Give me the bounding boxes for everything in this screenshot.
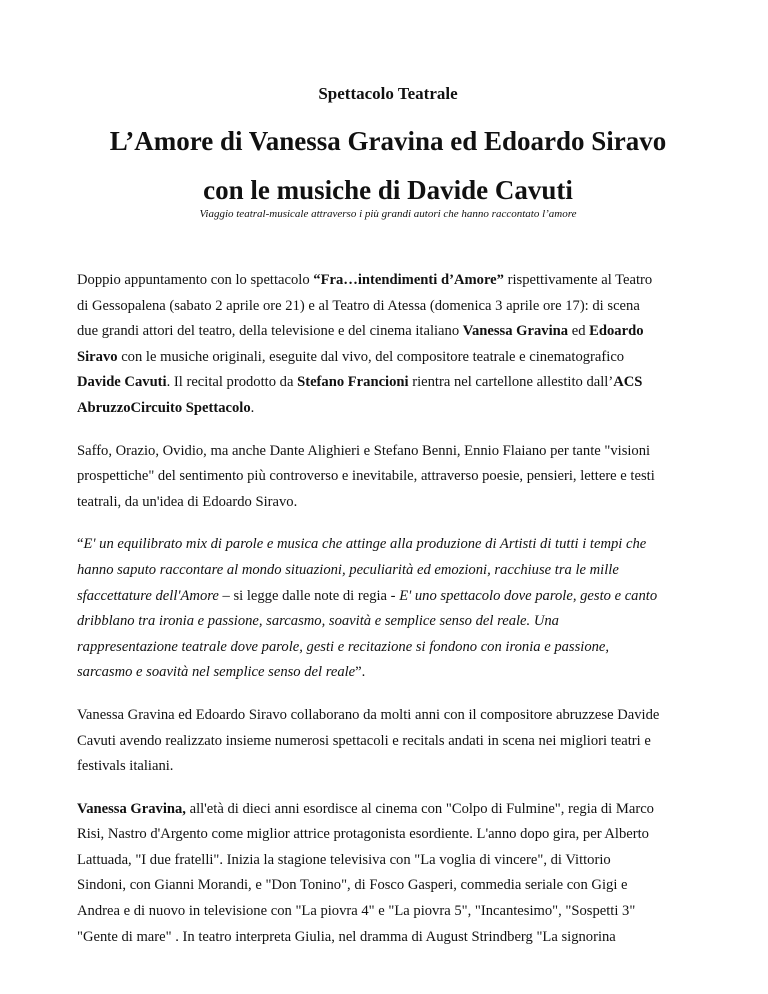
- text-line: [77, 464, 699, 490]
- text-run: .: [250, 399, 255, 416]
- text-run: teatrali, da un'idea di Edoardo Siravo.: [77, 493, 298, 510]
- text-run: ”.: [355, 664, 366, 681]
- text-run: Sindoni, con Gianni Morandi, e "Don Tonino", di Fosco Gasperi, commedia seriale con Gigi e: [77, 877, 628, 894]
- text-run: ed: [568, 323, 590, 340]
- bold-text: Siravo: [77, 348, 118, 365]
- italic-text: E' un equilibrato mix di parole e musica che attinge alla produzione di Artisti di tutti i tempi che: [83, 536, 647, 553]
- title-line: con le musiche di Davide Cavuti: [203, 175, 573, 205]
- document-kicker: Spettacolo Teatrale: [318, 84, 458, 103]
- text-run: “: [77, 536, 84, 553]
- text-line: [77, 873, 699, 899]
- text-run: prospettiche" del sentimento più controverso e inevitabile, attraverso poesie, pensieri, lettere e testi: [77, 468, 655, 485]
- italic-text: hanno saputo raccontare al mondo situazioni, peculiarità ed emozioni, racchiuse tra le mille: [77, 561, 619, 578]
- paragraph-intro: [77, 268, 699, 422]
- text-run: con le musiche originali, eseguite dal vivo, del compositore teatrale e cinematografico: [117, 348, 625, 365]
- bold-text: Edoardo: [589, 323, 644, 340]
- text-run: Doppio appuntamento con lo spettacolo: [77, 272, 314, 288]
- text-line: [77, 848, 699, 874]
- bold-text: Davide Cavuti: [77, 374, 167, 391]
- text-line: [77, 609, 699, 635]
- italic-text: dribblano tra ironia e passione, sarcasmo, soavità e semplice senso del reale. Una: [77, 613, 559, 630]
- text-line: [77, 797, 699, 823]
- text-line: [77, 635, 699, 661]
- text-line: [77, 660, 699, 686]
- document-title: [57, 117, 719, 215]
- text-run: festivals italiani.: [77, 758, 174, 775]
- text-line: [77, 294, 699, 320]
- text-line: [77, 822, 699, 848]
- text-line: [77, 899, 699, 925]
- text-run: Vanessa Gravina ed Edoardo Siravo collaborano da molti anni con il compositore abruzzese Davide: [77, 706, 660, 723]
- italic-text: sfaccettature dell'Amore: [77, 587, 219, 604]
- text-run: . Il recital prodotto da: [166, 374, 298, 391]
- text-run: Risi, Nastro d'Argento come miglior attrice protagonista esordiente. L'anno dopo gira, per Alberto: [77, 826, 649, 843]
- document-subtitle: Viaggio teatral-musicale attraverso i più grandi autori che hanno raccontato l’amore: [199, 208, 577, 220]
- text-line: [77, 319, 699, 345]
- text-run: Andrea e di nuovo in televisione con "La piovra 4" e "La piovra 5", "Incantesimo", "Sospetti 3": [77, 903, 636, 920]
- paragraph-gravina-bio: [77, 797, 699, 951]
- text-line: [77, 584, 699, 610]
- text-run: due grandi attori del teatro, della televisione e del cinema italiano: [77, 323, 463, 340]
- text-line: [77, 345, 699, 371]
- text-line: [77, 439, 699, 465]
- text-line: [77, 558, 699, 584]
- text-line: [77, 754, 699, 780]
- bold-text: AbruzzoCircuito Spettacolo: [77, 399, 251, 416]
- bold-text: Vanessa Gravina: [462, 323, 569, 340]
- text-line: [77, 925, 699, 951]
- article-body: [77, 268, 699, 967]
- paragraph-collab: [77, 703, 699, 780]
- bold-text: ACS: [613, 374, 643, 391]
- text-line: [77, 268, 699, 294]
- italic-text: sarcasmo e soavità nel semplice senso del reale: [77, 664, 356, 681]
- text-run: all'età di dieci anni esordisce al cinema con "Colpo di Fulmine", regia di Marco: [185, 800, 654, 817]
- italic-text: rappresentazione teatrale dove parole, gesti e recitazione si fondono con ironia e passione,: [77, 638, 610, 655]
- text-run: Lattuada, "I due fratelli". Inizia la stagione televisiva con "La voglia di vincere", di Vittorio: [77, 851, 611, 868]
- text-line: [77, 703, 699, 729]
- text-run: Cavuti avendo realizzato insieme numerosi spettacoli e recitals andati in scena nei migliori teatri e: [77, 732, 651, 749]
- bold-text: “Fra…intendimenti d’Amore”: [313, 272, 504, 288]
- text-line: [77, 396, 699, 422]
- text-run: rientra nel cartellone allestito dall’: [408, 374, 614, 391]
- text-run: – si legge dalle note di regia -: [218, 587, 400, 604]
- text-line: [77, 532, 699, 558]
- text-run: Saffo, Orazio, Ovidio, ma anche Dante Alighieri e Stefano Benni, Ennio Flaiano per tante "visioni: [77, 442, 651, 459]
- bold-text: Vanessa Gravina,: [77, 800, 186, 817]
- paragraph-authors: [77, 439, 699, 516]
- text-run: di Gessopalena (sabato 2 aprile ore 21) e al Teatro di Atessa (domenica 3 aprile ore 17): di scena: [77, 297, 640, 314]
- text-line: [77, 490, 699, 516]
- text-line: [77, 370, 699, 396]
- text-run: "Gente di mare" . In teatro interpreta Giulia, nel dramma di August Strindberg "La signorina: [77, 928, 616, 945]
- paragraph-quote: [77, 532, 699, 686]
- italic-text: E' uno spettacolo dove parole, gesto e canto: [399, 587, 658, 604]
- text-run: rispettivamente al Teatro: [503, 272, 653, 288]
- bold-text: Stefano Francioni: [297, 374, 409, 391]
- text-line: [77, 729, 699, 755]
- title-line: L’Amore di Vanessa Gravina ed Edoardo Siravo: [109, 126, 667, 156]
